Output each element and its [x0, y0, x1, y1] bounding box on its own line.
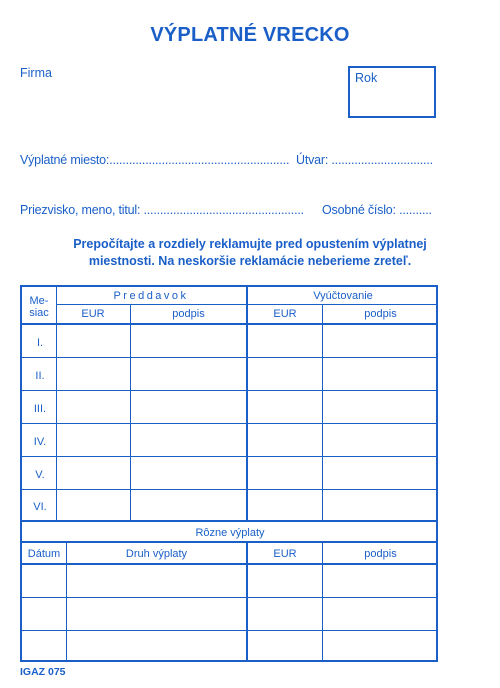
grid-line	[22, 423, 438, 424]
grid-line	[130, 305, 131, 520]
mesiac-header	[22, 295, 56, 319]
podpis-header-1: podpis	[172, 308, 205, 320]
notice-text	[0, 236, 500, 270]
grid-line	[56, 304, 438, 305]
rok-field[interactable]	[348, 66, 436, 118]
priezvisko-field[interactable]: Priezvisko, meno, titul: .................................................	[20, 203, 304, 217]
grid-line	[22, 489, 438, 490]
datum-header: Dátum	[27, 548, 61, 560]
month-label: III.	[33, 403, 47, 415]
preddavok-header: Preddavok	[113, 290, 189, 302]
grid-line	[22, 520, 438, 522]
grid-line	[322, 305, 323, 520]
month-label: V.	[35, 469, 45, 481]
grid-line	[22, 597, 438, 598]
grid-line	[246, 287, 248, 520]
grid-line	[22, 563, 438, 565]
month-label: VI.	[33, 501, 47, 513]
notice-line-1: Prepočítajte a rozdiely reklamujte pred opustením výplatnej	[73, 237, 427, 251]
mesiac-header-line-2: siac	[29, 307, 49, 319]
osobne-cislo-field[interactable]: Osobné číslo: ..........	[322, 203, 432, 217]
podpis-header-3: podpis	[364, 548, 397, 560]
grid-line	[22, 456, 438, 457]
rok-label: Rok	[355, 71, 378, 85]
utvar-field[interactable]: Útvar: ...............................	[296, 153, 433, 167]
grid-line	[66, 543, 67, 662]
podpis-header-2: podpis	[364, 308, 397, 320]
grid-line	[22, 357, 438, 358]
firma-label: Firma	[20, 66, 52, 80]
payment-table	[20, 285, 438, 662]
grid-line	[22, 541, 438, 543]
grid-line	[322, 543, 323, 662]
mesiac-header-line-1: Me-	[29, 295, 49, 307]
month-label: I.	[36, 337, 44, 349]
vyuctovanie-header: Vyúčtovanie	[313, 290, 373, 302]
eur-header-3: EUR	[273, 548, 297, 560]
grid-line	[22, 323, 438, 325]
eur-header-2: EUR	[273, 308, 297, 320]
notice-line-2: miestnosti. Na neskoršie reklamácie neberieme zreteľ.	[88, 254, 412, 268]
month-label: IV.	[33, 436, 47, 448]
grid-line	[246, 543, 248, 662]
grid-line	[22, 390, 438, 391]
vyplatne-miesto-field[interactable]: Výplatné miesto:.......................................................	[20, 153, 290, 167]
form-code: IGAZ 075	[20, 666, 66, 678]
rozne-vyplaty-header: Rôzne výplaty	[195, 527, 265, 539]
grid-line	[22, 630, 438, 631]
eur-header-1: EUR	[81, 308, 105, 320]
month-label: II.	[35, 370, 45, 382]
form-title: VÝPLATNÉ VRECKO	[150, 24, 350, 46]
druh-vyplaty-header: Druh výplaty	[125, 548, 188, 560]
